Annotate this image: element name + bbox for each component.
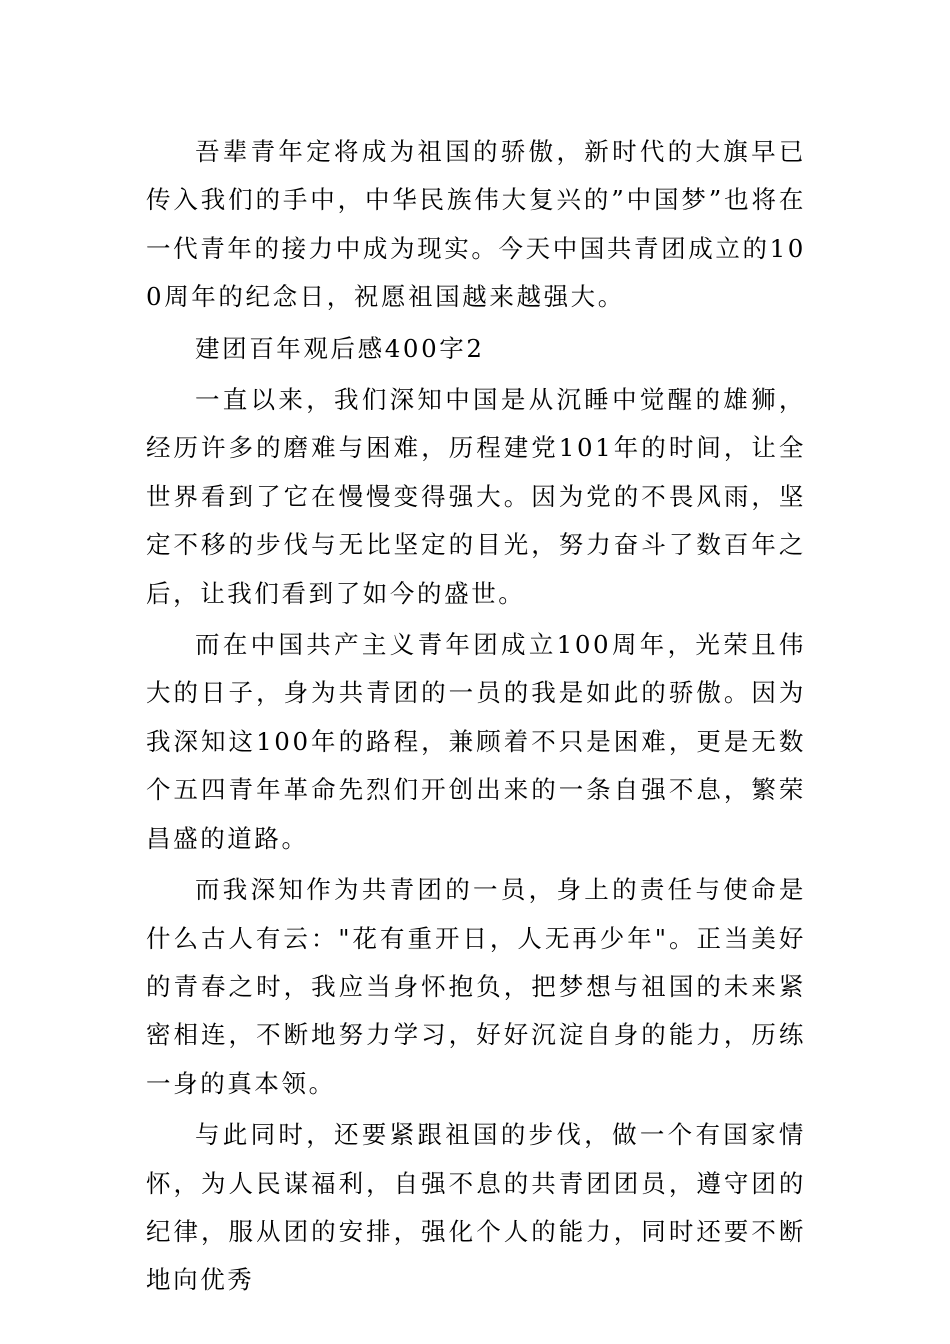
paragraph-1: 吾辈青年定将成为祖国的骄傲，新时代的大旗早已传入我们的手中，中华民族伟大复兴的”中国梦”也将在一代青年的接力中成为现实。今天中国共青团成立的100周年的纪念日，祝愿祖国越来越强大。 — [146, 137, 806, 312]
paragraph-2: 一直以来，我们深知中国是从沉睡中觉醒的雄狮，经历许多的磨难与困难，历程建党101年的时间，让全世界看到了它在慢慢变得强大。因为党的不畏风雨，坚定不移的步伐与无比坚定的目光，努力奋斗了数百年之后，让我们看到了如今的盛世。 — [146, 385, 806, 608]
paragraph-5: 与此同时，还要紧跟祖国的步伐，做一个有国家情怀，为人民谋福利，自强不息的共青团团员，遵守团的纪律，服从团的安排，强化个人的能力，同时还要不断地向优秀 — [146, 1120, 806, 1295]
paragraph-3: 而在中国共产主义青年团成立100周年，光荣且伟大的日子，身为共青团的一员的我是如此的骄傲。因为我深知这100年的路程，兼顾着不只是困难，更是无数个五四青年革命先烈们开创出来的一条自强不息，繁荣昌盛的道路。 — [146, 630, 806, 853]
section-heading: 建团百年观后感400字2 — [195, 333, 485, 363]
document-body — [146, 128, 806, 1308]
paragraph-4: 而我深知作为共青团的一员，身上的责任与使命是什么古人有云："花有重开日，人无再少年"。正当美好的青春之时，我应当身怀抱负，把梦想与祖国的未来紧密相连，不断地努力学习，好好沉淀自身的能力，历练一身的真本领。 — [146, 875, 806, 1098]
